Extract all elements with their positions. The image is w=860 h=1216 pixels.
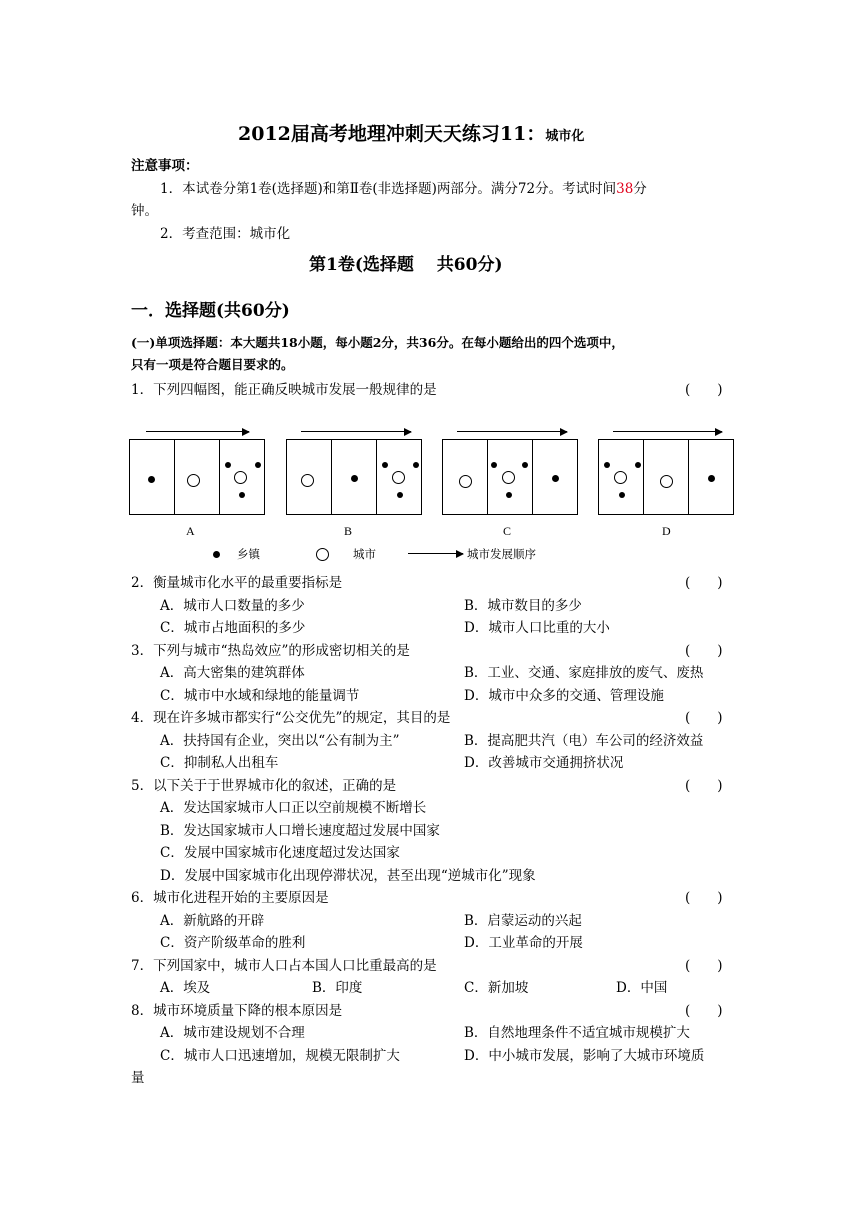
panel-a-cell-3 [219,440,264,514]
panel-b [286,439,422,515]
town-dot [351,475,358,482]
question-8-stem: 8．城市环境质量下降的根本原因是 [131,1003,343,1019]
question-3-answer-blank: ( ) [685,643,723,659]
town-dot [604,462,610,468]
panel-a [129,439,265,515]
city-circle [234,471,247,484]
question-6-option-a: A．新航路的开辟 [160,913,265,929]
town-dot [148,476,155,483]
question-7-stem: 7．下列国家中，城市人口占本国人口比重最高的是 [131,958,437,974]
question-4-option-d: D．改善城市交通拥挤状况 [464,755,624,771]
question-7-option-c: C．新加坡 [464,980,529,996]
town-dot [708,475,715,482]
notice-item-1-tail: 分 [633,181,647,197]
legend-town-dot [213,551,220,558]
question-6-option-c: C．资产阶级革命的胜利 [160,935,306,951]
panel-a-arrow [146,431,249,432]
question-2-option-a: A．城市人口数量的多少 [160,598,305,614]
question-2-option-c: C．城市占地面积的多少 [160,620,306,636]
notice-item-1-text: 1．本试卷分第1卷(选择题)和第Ⅱ卷(非选择题)两部分。满分72分。考试时间 [160,181,617,197]
question-3-option-d: D．城市中众多的交通、管理设施 [464,688,664,704]
question-7-option-b: B．印度 [312,980,363,996]
notice-item-1 [160,177,647,197]
section-title: 一．选择题(共60分) [131,301,290,321]
panel-a-cell-1 [130,440,174,514]
town-dot [239,492,245,498]
legend-order-arrow [408,553,463,554]
city-circle [614,471,627,484]
question-5-option-d: D．发展中国家城市化出现停滞状况，甚至出现“逆城市化”现象 [160,868,536,884]
question-8-option-d-wrap: 量 [131,1070,145,1086]
question-7-answer-blank: ( ) [685,958,723,974]
panel-c-arrow [457,431,567,432]
panel-a-cell-2 [174,440,219,514]
question-8-option-d: D．中小城市发展，影响了大城市环境质 [464,1048,705,1064]
question-5-option-a: A．发达国家城市人口正以空前规模不断增长 [160,800,427,816]
question-6-option-d: D．工业革命的开展 [464,935,583,951]
city-circle [459,475,472,488]
question-2-option-b: B．城市数目的多少 [464,598,582,614]
town-dot [522,462,528,468]
city-circle [301,474,314,487]
legend-city-label: 城市 [353,547,376,561]
panel-d-label: D [662,524,671,538]
town-dot [225,462,231,468]
town-dot [619,492,625,498]
city-circle [502,471,515,484]
question-2-option-d: D．城市人口比重的大小 [464,620,610,636]
notice-item-1-wrap: 钟。 [131,203,158,219]
panel-c-cell-1 [443,440,487,514]
panel-d-cell-1 [599,440,643,514]
instruction-line-2: 只有一项是符合题目要求的。 [131,357,294,372]
town-dot [255,462,261,468]
question-6-stem: 6．城市化进程开始的主要原因是 [131,890,329,906]
instruction-line-1: (一)单项选择题：本大题共18小题，每小题2分，共36分。在每小题给出的四个选项中， [131,335,624,350]
question-7-option-a: A．埃及 [160,980,211,996]
panel-d-cell-3 [688,440,733,514]
panel-b-cell-3 [376,440,421,514]
question-1-stem: 1．下列四幅图，能正确反映城市发展一般规律的是 [131,382,437,398]
town-dot [397,492,403,498]
panel-a-label: A [186,524,195,538]
question-4-answer-blank: ( ) [685,710,723,726]
city-circle [187,474,200,487]
panel-c-label: C [503,524,512,538]
question-3-option-c: C．城市中水域和绿地的能量调节 [160,688,360,704]
page-title [238,119,584,146]
exam-time: 38 [616,181,634,197]
question-6-option-b: B．启蒙运动的兴起 [464,913,582,929]
town-dot [635,462,641,468]
question-8-option-b: B．自然地理条件不适宜城市规模扩大 [464,1025,690,1041]
city-circle [392,471,405,484]
town-dot [506,492,512,498]
legend-order-label: 城市发展顺序 [467,547,536,561]
question-8-option-a: A．城市建设规划不合理 [160,1025,305,1041]
question-4-option-c: C．抑制私人出租车 [160,755,279,771]
question-5-option-b: B．发达国家城市人口增长速度超过发展中国家 [160,823,440,839]
panel-b-cell-2 [331,440,376,514]
question-5-option-c: C．发展中国家城市化速度超过发达国家 [160,845,400,861]
question-8-option-c: C．城市人口迅速增加，规模无限制扩大 [160,1048,400,1064]
panel-b-cell-1 [287,440,331,514]
question-7-option-d: D．中国 [616,980,668,996]
town-dot [552,475,559,482]
legend-town-label: 乡镇 [237,547,260,561]
town-dot [413,462,419,468]
question-2-stem: 2．衡量城市化水平的最重要指标是 [131,575,343,591]
question-4-stem: 4．现在许多城市都实行“公交优先”的规定，其目的是 [131,710,451,726]
legend-city-circle [316,548,329,561]
panel-b-arrow [301,431,411,432]
title-main: 2012届高考地理冲刺天天练习11： [238,123,546,145]
panel-c-cell-3 [532,440,577,514]
city-circle [660,475,673,488]
town-dot [382,462,388,468]
panel-b-label: B [344,524,353,538]
panel-c [442,439,578,515]
question-8-answer-blank: ( ) [685,1003,723,1019]
question-3-stem: 3．下列与城市“热岛效应”的形成密切相关的是 [131,643,410,659]
volume-title: 第1卷(选择题 共60分) [309,255,503,275]
question-1-answer-blank: ( ) [685,382,723,398]
question-4-option-b: B．提高肥共汽（电）车公司的经济效益 [464,733,704,749]
panel-d-cell-2 [643,440,688,514]
question-2-answer-blank: ( ) [685,575,723,591]
question-6-answer-blank: ( ) [685,890,723,906]
question-5-answer-blank: ( ) [685,778,723,794]
title-sub: 城市化 [545,129,585,144]
notice-heading: 注意事项： [131,158,199,174]
question-4-option-a: A．扶持国有企业，突出以“公有制为主” [160,733,400,749]
notice-item-2: 2．考查范围：城市化 [160,226,291,242]
question-5-stem: 5．以下关于于世界城市化的叙述，正确的是 [131,778,397,794]
question-3-option-b: B．工业、交通、家庭排放的废气、废热 [464,665,704,681]
panel-d [598,439,734,515]
question-3-option-a: A．高大密集的建筑群体 [160,665,305,681]
panel-d-arrow [613,431,722,432]
town-dot [491,462,497,468]
panel-c-cell-2 [487,440,532,514]
